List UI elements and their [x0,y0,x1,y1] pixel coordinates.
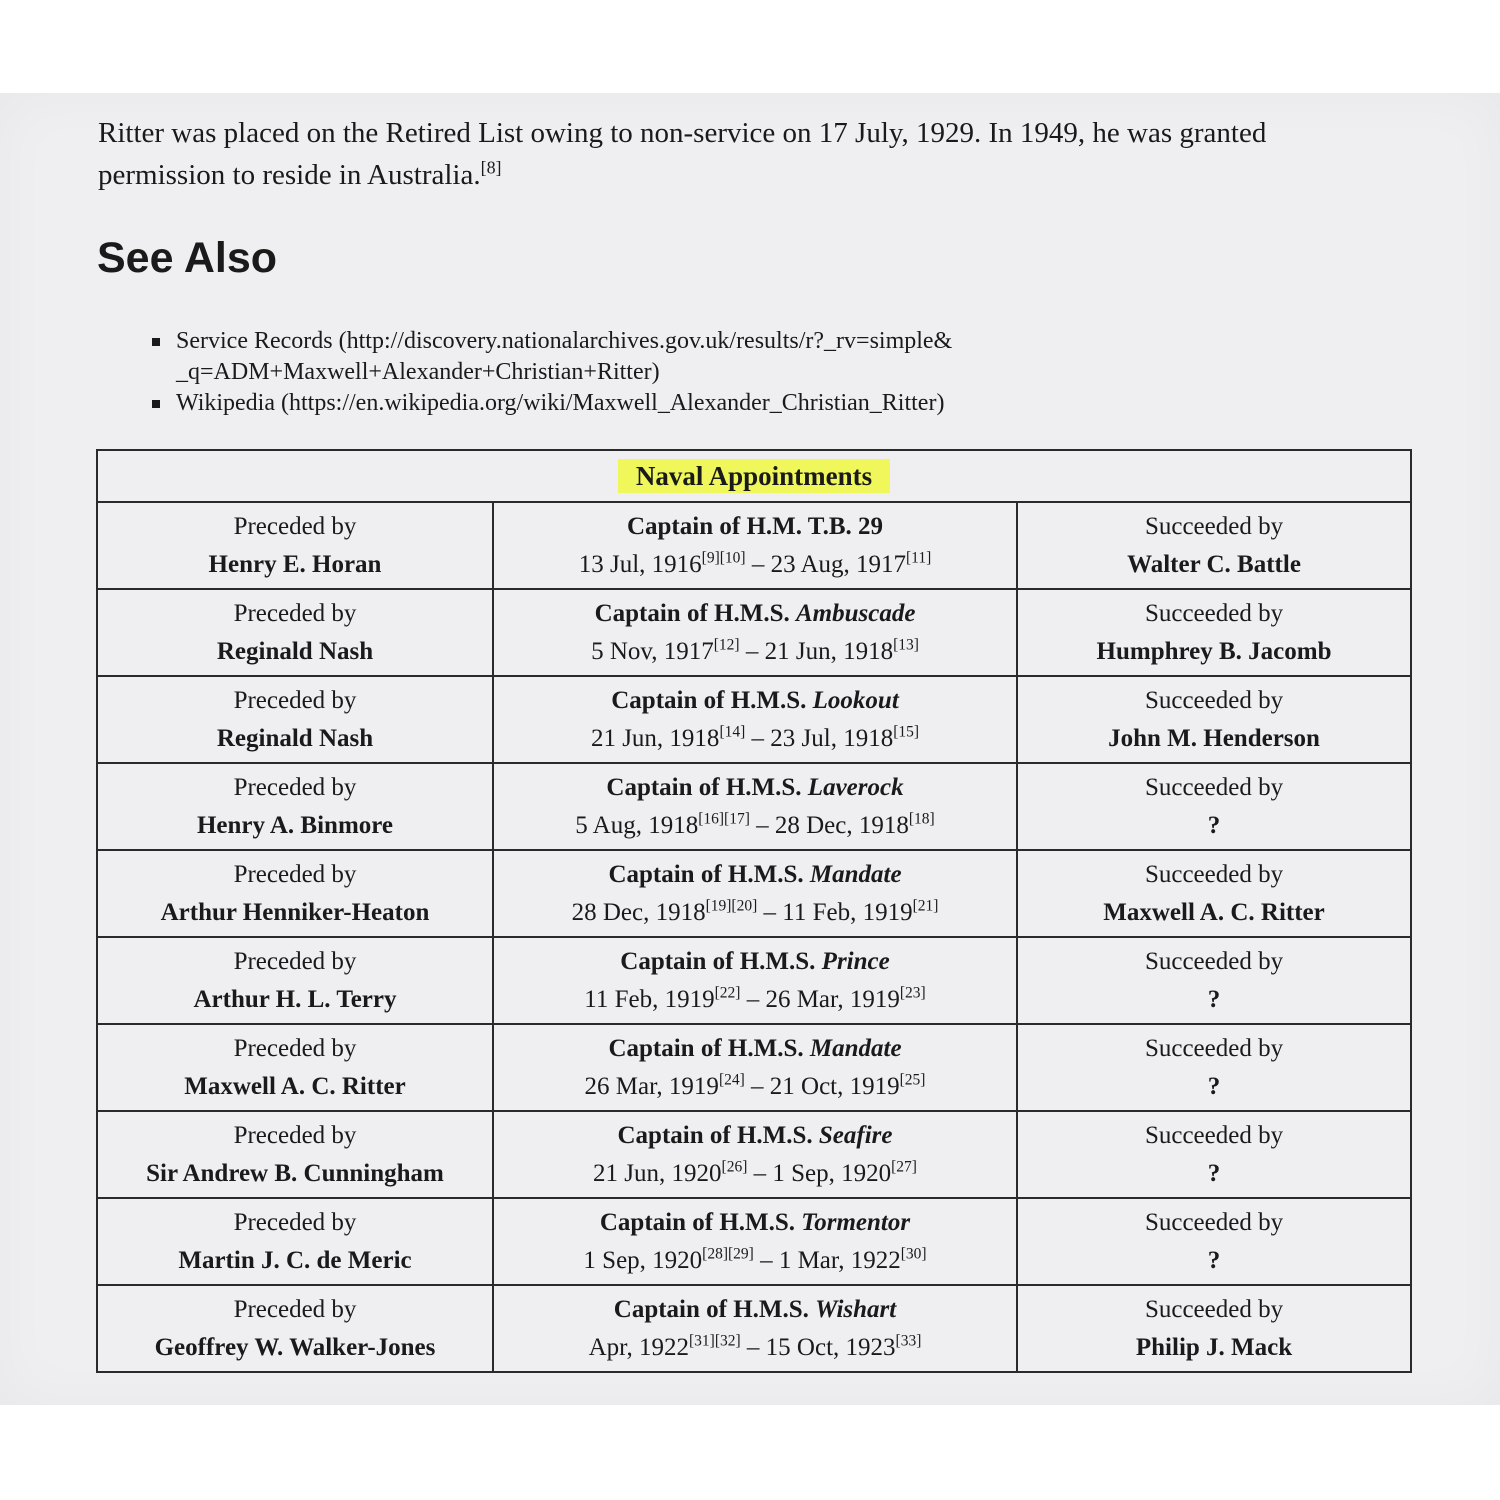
appointment-dates [494,1155,1016,1193]
table-row [97,1198,1411,1285]
table-title-cell [97,450,1411,502]
preceded-cell [97,1198,493,1285]
preceded-label: Preceded by [233,512,357,540]
footnote-ref: [27] [891,1158,917,1176]
appointment-dates [494,1242,1016,1280]
preceded-cell [97,1111,493,1198]
see-also-list [150,326,1050,419]
start-date: 21 Jun, 1918 [590,724,720,752]
footnote-ref: [9][10] [701,549,746,567]
end-date: 28 Dec, 1918 [774,811,909,839]
date-separator: – [745,550,771,578]
preceded-label: Preceded by [233,860,357,888]
naval-appointments-table [96,449,1412,1373]
preceded-cell [97,589,493,676]
appointment-dates [494,1329,1016,1367]
appointment-dates [494,720,1016,758]
appointment-prefix: Captain of H.M.S. [608,860,810,888]
footnote-ref: [24] [718,1071,745,1089]
start-date: 11 Feb, 1919 [584,985,715,1013]
appointment-title [494,508,1016,546]
preceded-cell [97,676,493,763]
appointment-title [494,1030,1016,1068]
appointment-cell [493,763,1017,850]
end-date: 23 Jul, 1918 [770,724,894,752]
predecessor-name: Arthur H. L. Terry [193,985,397,1013]
table-row [97,589,1411,676]
footnote-ref: [31][32] [689,1332,741,1350]
succeeded-cell [1017,1198,1411,1285]
ship-name: Mandate [809,860,902,888]
start-date: 5 Aug, 1918 [575,811,699,839]
succeeded-cell [1017,1285,1411,1372]
appointment-cell [493,589,1017,676]
table-row [97,1285,1411,1372]
successor-name: ? [1207,1072,1221,1100]
appointment-title [494,1117,1016,1155]
appointment-title [494,682,1016,720]
table-row [97,1111,1411,1198]
table-row [97,937,1411,1024]
preceded-cell [97,1024,493,1111]
table-row [97,676,1411,763]
predecessor-name: Reginald Nash [216,637,374,665]
date-separator: – [739,637,765,665]
appointment-dates [494,981,1016,1019]
succeeded-label: Succeeded by [1144,599,1284,627]
successor-name: Maxwell A. C. Ritter [1103,898,1325,926]
date-separator: – [747,1159,773,1187]
date-separator: – [753,1246,779,1274]
footnote-ref: [19][20] [705,897,758,915]
appointment-cell [493,1024,1017,1111]
successor-name: ? [1207,811,1221,839]
succeeded-label: Succeeded by [1144,1034,1284,1062]
appointment-dates [494,1068,1016,1106]
table-row [97,502,1411,589]
ship-name: Prince [821,947,890,975]
link-url[interactable]: (https://en.wikipedia.org/wiki/Maxwell_Alexander_Christian_Ritter) [281,390,945,416]
list-item[interactable] [150,326,1050,388]
start-date: 5 Nov, 1917 [591,637,714,665]
ship-name: H.M. T.B. 29 [746,512,884,540]
footnote-ref: [21] [912,897,939,915]
succeeded-label: Succeeded by [1144,1121,1284,1149]
appointment-dates [494,633,1016,671]
start-date: 1 Sep, 1920 [583,1246,703,1274]
end-date: 26 Mar, 1919 [765,985,900,1013]
preceded-cell [97,1285,493,1372]
succeeded-label: Succeeded by [1144,1208,1284,1236]
succeeded-label: Succeeded by [1144,773,1284,801]
appointment-dates [494,894,1016,932]
preceded-label: Preceded by [233,1208,357,1236]
end-date: 23 Aug, 1917 [770,550,907,578]
footnote-ref: [14] [719,723,746,741]
preceded-label: Preceded by [233,599,357,627]
bullet-icon [152,338,160,346]
table-row [97,850,1411,937]
preceded-label: Preceded by [233,773,357,801]
successor-name: Humphrey B. Jacomb [1096,637,1332,665]
footnote-ref: [23] [899,984,926,1002]
footnote-ref: [11] [906,549,932,567]
table-row [97,763,1411,850]
start-date: 13 Jul, 1916 [578,550,702,578]
appointment-title [494,769,1016,807]
appointment-prefix: Captain of H.M.S. [606,773,808,801]
list-item[interactable] [150,388,1050,419]
table-title: Naval Appointments [618,459,890,493]
footnote-ref: [28][29] [702,1245,754,1263]
intro-text: Ritter was placed on the Retired List owing to non-service on 17 July, 1929. In 1949, he was granted permission to reside in Australia. [98,117,1267,191]
preceded-label: Preceded by [233,686,357,714]
appointment-prefix: Captain of H.M.S. [613,1295,816,1323]
appointment-title [494,856,1016,894]
date-separator: – [749,811,775,839]
preceded-cell [97,937,493,1024]
footnote-ref: [16][17] [698,810,750,828]
footnote-ref: [18] [908,810,935,828]
preceded-cell [97,850,493,937]
appointment-cell [493,1111,1017,1198]
succeeded-label: Succeeded by [1144,860,1284,888]
appointment-prefix: Captain of H.M.S. [594,599,796,627]
ship-name: Wishart [815,1295,897,1323]
appointment-dates [494,546,1016,584]
successor-name: ? [1207,985,1221,1013]
succeeded-label: Succeeded by [1144,947,1284,975]
succeeded-cell [1017,937,1411,1024]
footnote-ref: [15] [893,723,920,741]
predecessor-name: Henry A. Binmore [196,811,394,839]
succeeded-label: Succeeded by [1144,512,1284,540]
ship-name: Ambuscade [795,599,916,627]
link-url[interactable]: (http://discovery.nationalarchives.gov.uk/results/r?_rv=simple& _q=ADM+Maxwell+Alexander+Christian+Ritter) [176,328,953,385]
appointment-title [494,1204,1016,1242]
succeeded-cell [1017,676,1411,763]
preceded-cell [97,502,493,589]
appointment-prefix: Captain of [626,512,747,540]
preceded-label: Preceded by [233,1295,357,1323]
end-date: 1 Sep, 1920 [772,1159,892,1187]
succeeded-label: Succeeded by [1144,1295,1284,1323]
succeeded-cell [1017,763,1411,850]
ship-name: Tormentor [801,1208,911,1236]
successor-name: ? [1207,1246,1221,1274]
appointment-prefix: Captain of H.M.S. [599,1208,802,1236]
predecessor-name: Geoffrey W. Walker-Jones [154,1333,436,1361]
end-date: 15 Oct, 1923 [765,1333,896,1361]
appointment-prefix: Captain of H.M.S. [620,947,822,975]
predecessor-name: Reginald Nash [216,724,374,752]
appointment-cell [493,850,1017,937]
see-also-heading: See Also [97,234,278,282]
table-row [97,1024,1411,1111]
appointment-dates [494,807,1016,845]
successor-name: John M. Henderson [1108,724,1320,752]
footnote-ref: [12] [713,636,740,654]
date-separator: – [740,985,766,1013]
succeeded-cell [1017,1024,1411,1111]
footnote-ref: [33] [895,1332,922,1350]
preceded-label: Preceded by [233,1121,357,1149]
appointment-prefix: Captain of H.M.S. [617,1121,819,1149]
start-date: 28 Dec, 1918 [571,898,706,926]
appointment-cell [493,1198,1017,1285]
end-date: 21 Jun, 1918 [764,637,894,665]
end-date: 1 Mar, 1922 [778,1246,901,1274]
succeeded-cell [1017,589,1411,676]
start-date: 21 Jun, 1920 [593,1159,722,1187]
successor-name: Walter C. Battle [1127,550,1301,578]
footnote-ref: [30] [900,1245,927,1263]
date-separator: – [740,1333,766,1361]
appointment-title [494,595,1016,633]
ship-name: Lookout [812,686,899,714]
start-date: Apr, 1922 [588,1333,690,1361]
bullet-icon [152,400,160,408]
appointment-cell [493,502,1017,589]
succeeded-label: Succeeded by [1144,686,1284,714]
succeeded-cell [1017,850,1411,937]
end-date: 11 Feb, 1919 [782,898,913,926]
link-label[interactable]: Service Records [176,328,333,354]
ship-name: Mandate [809,1034,902,1062]
link-label[interactable]: Wikipedia [176,390,275,416]
successor-name: ? [1207,1159,1221,1187]
succeeded-cell [1017,1111,1411,1198]
footnote-ref: [22] [714,984,741,1002]
footnote-ref: [26] [721,1158,748,1176]
predecessor-name: Martin J. C. de Meric [178,1246,412,1274]
end-date: 21 Oct, 1919 [769,1072,900,1100]
appointment-prefix: Captain of H.M.S. [608,1034,810,1062]
date-separator: – [745,724,771,752]
appointment-cell [493,1285,1017,1372]
appointment-prefix: Captain of H.M.S. [611,686,813,714]
preceded-label: Preceded by [233,947,357,975]
ship-name: Laverock [807,773,904,801]
predecessor-name: Arthur Henniker-Heaton [160,898,430,926]
footnote-ref: [25] [899,1071,926,1089]
predecessor-name: Maxwell A. C. Ritter [184,1072,406,1100]
successor-name: Philip J. Mack [1135,1333,1293,1361]
appointment-cell [493,937,1017,1024]
table-header-row [97,450,1411,502]
preceded-label: Preceded by [233,1034,357,1062]
ship-name: Seafire [818,1121,893,1149]
footnote-ref: [13] [893,636,919,654]
start-date: 26 Mar, 1919 [584,1072,719,1100]
footnote-ref: [8] [480,157,502,178]
intro-paragraph [98,112,1398,196]
appointment-title [494,943,1016,981]
appointment-title [494,1291,1016,1329]
table-body [97,502,1411,1372]
predecessor-name: Henry E. Horan [208,550,382,578]
predecessor-name: Sir Andrew B. Cunningham [146,1159,444,1187]
succeeded-cell [1017,502,1411,589]
date-separator: – [757,898,783,926]
preceded-cell [97,763,493,850]
date-separator: – [744,1072,770,1100]
appointment-cell [493,676,1017,763]
